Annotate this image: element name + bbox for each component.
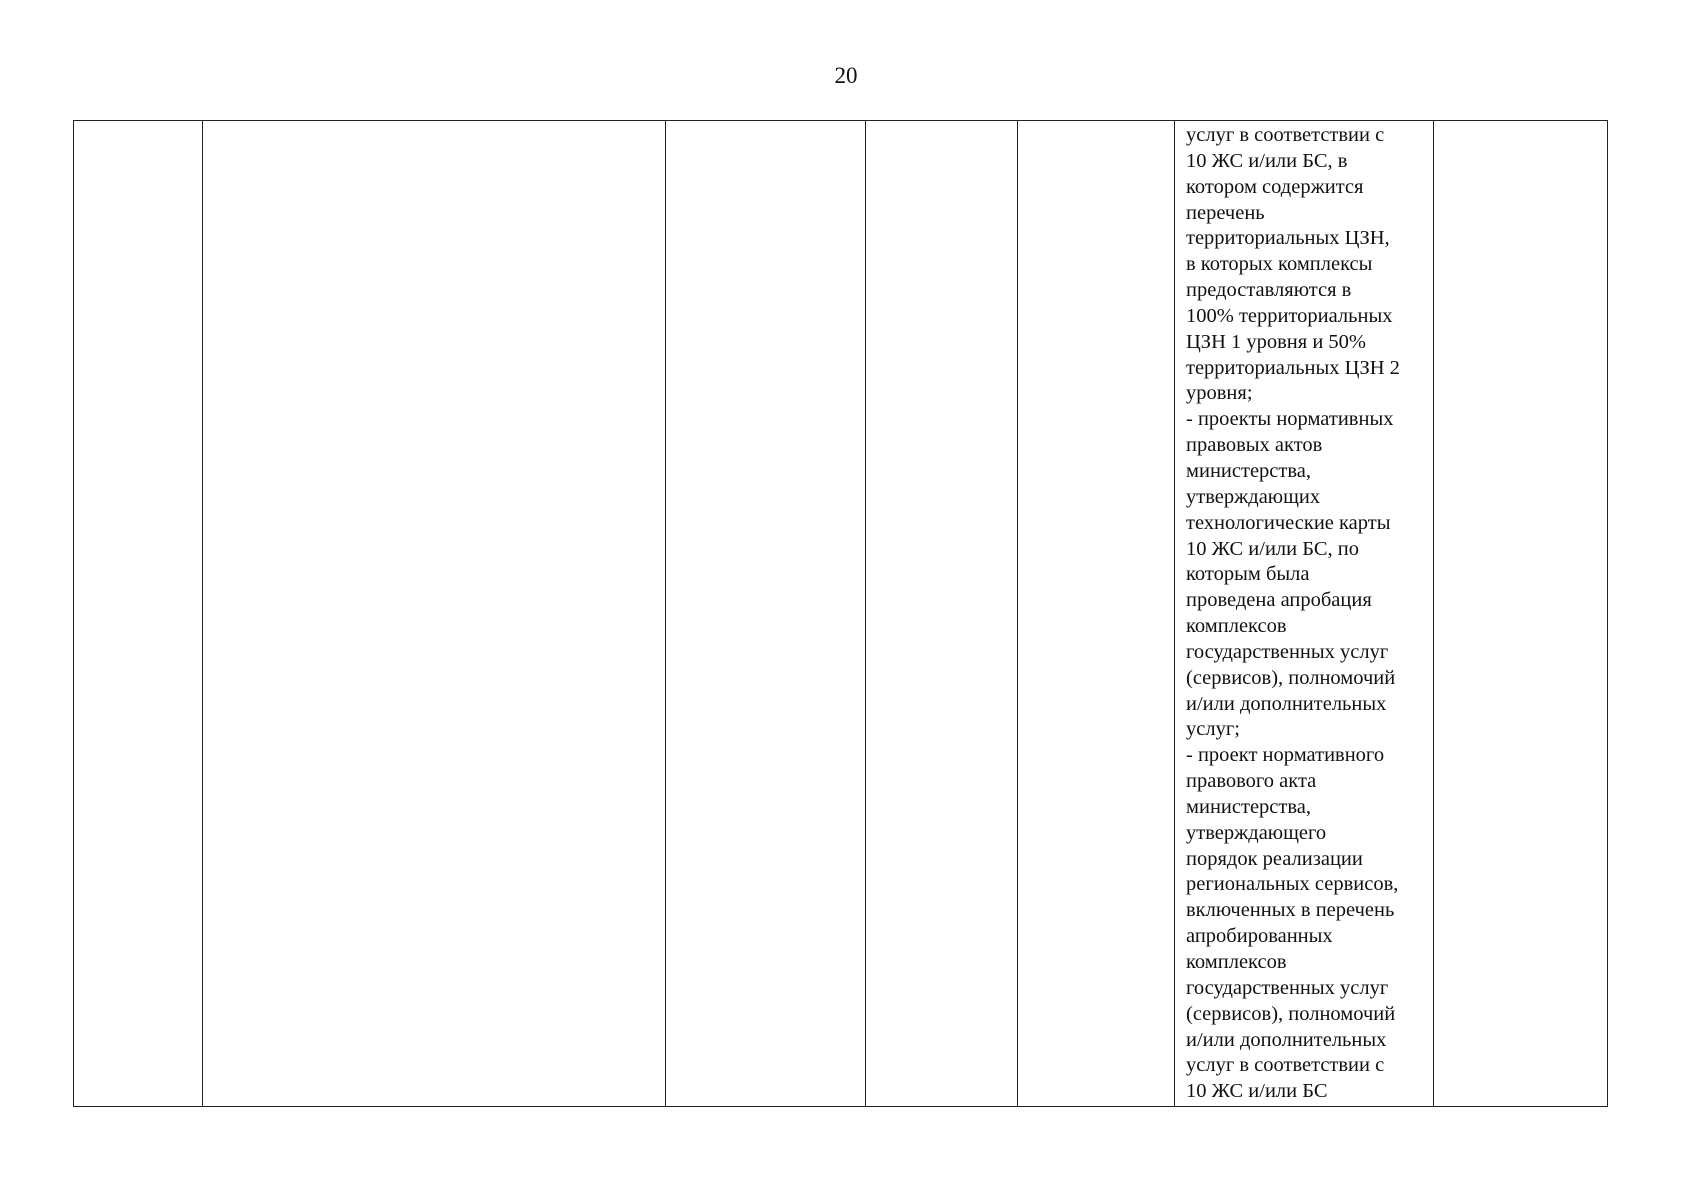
- table-cell-col4: [866, 121, 1018, 1107]
- table-cell-col2: [203, 121, 666, 1107]
- text-line: комплексов: [1186, 951, 1287, 973]
- text-line: котором содержится: [1186, 175, 1364, 198]
- text-line: - проект нормативного: [1186, 744, 1385, 767]
- text-line: утверждающих: [1186, 485, 1321, 508]
- table-cell-col5: [1018, 121, 1175, 1107]
- text-line: (сервисов), полномочий: [1186, 666, 1396, 689]
- text-line: технологические карты: [1186, 511, 1391, 534]
- text-line: 10 ЖС и/или БС, в: [1186, 149, 1348, 172]
- cell-text-results: [1175, 121, 1433, 1105]
- text-line: территориальных ЦЗН 2: [1186, 356, 1400, 379]
- text-line: 100% территориальных: [1186, 304, 1393, 327]
- page-number: 20: [834, 63, 858, 88]
- text-line: территориальных ЦЗН,: [1186, 227, 1390, 250]
- text-line: - проекты нормативных: [1186, 408, 1394, 431]
- text-line: которым была: [1186, 563, 1310, 586]
- text-line: 10 ЖС и/или БС: [1186, 1080, 1328, 1103]
- table-cell-col1: [74, 121, 203, 1107]
- table-cell-col3: [666, 121, 866, 1107]
- text-line: услуг в соответствии с: [1186, 1054, 1385, 1077]
- text-line: государственных услуг: [1186, 976, 1389, 999]
- text-line: включенных в перечень: [1186, 899, 1395, 922]
- text-line: порядок реализации: [1186, 847, 1363, 870]
- text-line: (сервисов), полномочий: [1186, 1002, 1396, 1025]
- text-line: перечень: [1186, 201, 1265, 224]
- text-line: и/или дополнительных: [1186, 692, 1387, 715]
- table-row: [74, 121, 1608, 1107]
- text-line: услуг в соответствии с: [1186, 124, 1385, 146]
- text-line: предоставляются в: [1186, 279, 1352, 302]
- text-line: 10 ЖС и/или БС, по: [1186, 537, 1360, 560]
- text-line: в которых комплексы: [1186, 253, 1373, 276]
- text-line: апробированных: [1186, 925, 1333, 948]
- text-line: государственных услуг: [1186, 640, 1389, 663]
- text-line: проведена апробация: [1186, 589, 1372, 612]
- text-line: и/или дополнительных: [1186, 1028, 1387, 1051]
- table-cell-col7: [1434, 121, 1608, 1107]
- text-line: правового акта: [1186, 770, 1317, 793]
- text-line: комплексов: [1186, 615, 1287, 638]
- text-line: ЦЗН 1 уровня и 50%: [1186, 330, 1367, 353]
- text-line: региональных сервисов,: [1186, 873, 1399, 896]
- text-line: уровня;: [1186, 382, 1253, 405]
- table-cell-col6: [1175, 121, 1434, 1107]
- text-line: утверждающего: [1186, 821, 1327, 844]
- text-line: министерства,: [1186, 459, 1311, 482]
- text-line: правовых актов: [1186, 434, 1323, 457]
- document-table: [73, 120, 1608, 1107]
- text-line: министерства,: [1186, 795, 1311, 818]
- text-line: услуг;: [1186, 718, 1240, 741]
